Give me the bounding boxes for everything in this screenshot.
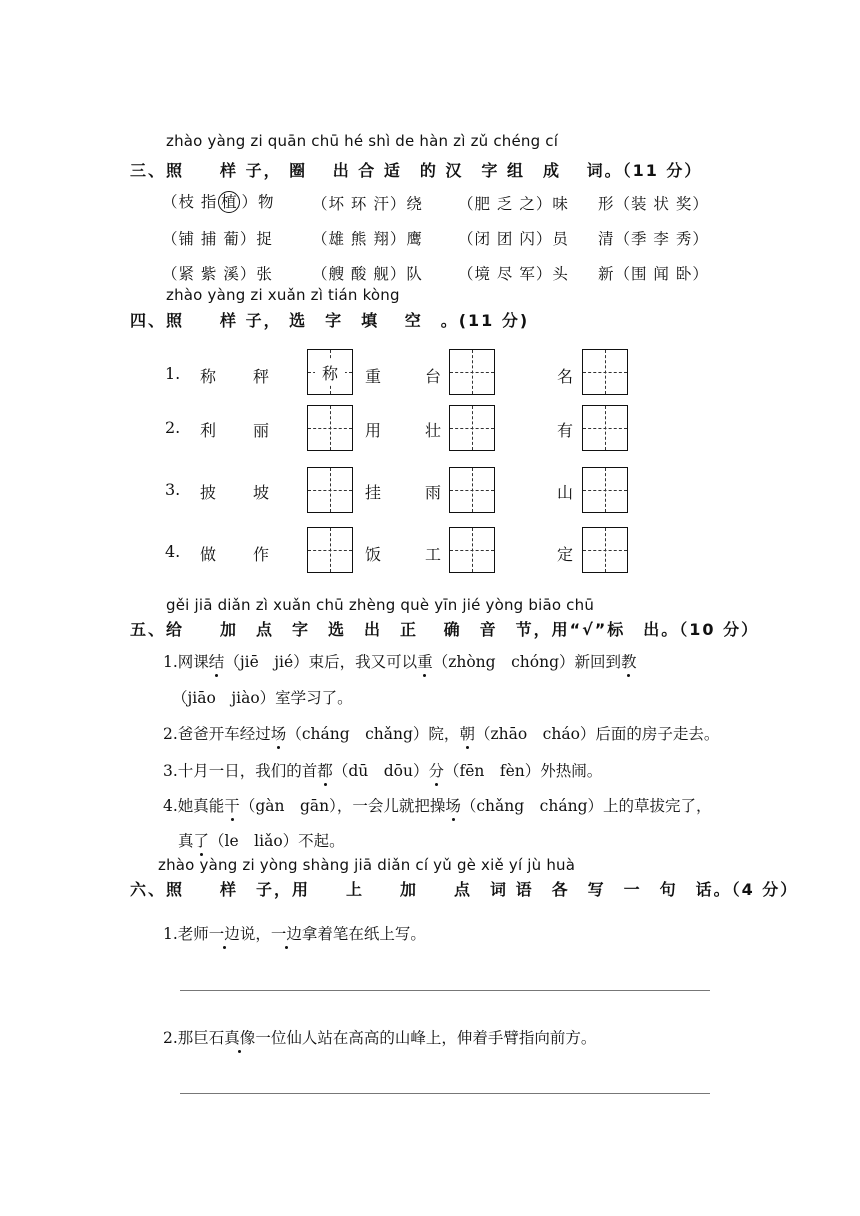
q5-line1 — [163, 650, 637, 672]
dotted-word: 一边 — [271, 922, 302, 944]
option-group: （枝 指 — [162, 193, 218, 211]
dotted-char: 重 — [417, 650, 433, 672]
section5-heading: 五、给 加 点 字 选 出 正 确 音 节，用“√”标 出。（10 分） — [130, 620, 760, 639]
dotted-word: 真像 — [224, 1026, 255, 1048]
dotted-char: 结 — [209, 650, 225, 672]
row4-char-a: 做 — [200, 545, 217, 564]
text-segment: 一位仙人站在高高的山峰上，伸着手臂指向前方。 — [255, 1029, 597, 1047]
pinyin-choices[interactable]: （chǎng cháng）上的草拔完了， — [460, 797, 712, 815]
row4-word3: 定 — [557, 545, 574, 564]
q6-sentence2 — [163, 1026, 596, 1048]
text-segment: 说， — [239, 925, 271, 943]
answer-box[interactable] — [449, 405, 495, 451]
row3-word1: 挂 — [365, 483, 382, 502]
answer-box[interactable] — [582, 527, 628, 573]
section4-heading: 四、照 样 子， 选 字 填 空 。(11 分) — [130, 311, 530, 330]
dotted-char: 分 — [428, 759, 444, 781]
row1-char-a: 称 — [200, 367, 217, 386]
row2-word3: 有 — [557, 421, 574, 440]
section5-pinyin: gěi jiā diǎn zì xuǎn chū zhèng què yīn jié yòng biāo chū — [166, 596, 595, 614]
dotted-char: 了 — [194, 829, 210, 851]
dotted-char: 教 — [621, 650, 637, 672]
section3-row2-item3: （闭 团 闪）员 — [458, 230, 569, 248]
q5-line1-cont[interactable]: （jiāo jiào）室学习了。 — [172, 689, 353, 707]
answer-line-2[interactable] — [180, 1093, 710, 1094]
pinyin-choices[interactable]: （gàn gān），一会儿就把操 — [239, 797, 446, 815]
section4-pinyin: zhào yàng zi xuǎn zì tián kòng — [166, 286, 400, 304]
answer-line-1[interactable] — [180, 990, 710, 991]
section3-heading: 三、照 样 子， 圈 出 合 适 的 汉 字 组 成 词。（11 分） — [130, 161, 703, 180]
section3-row3-item2: （艘 酸 舰）队 — [312, 265, 423, 283]
text-segment: 3.十月一日，我们的首 — [163, 762, 318, 780]
pinyin-choices[interactable]: （zhòng chóng）新回到 — [432, 653, 621, 671]
pinyin-choices[interactable]: （zhāo cháo）后面的房子走去。 — [474, 725, 720, 743]
pinyin-choices[interactable]: （dū dōu） — [332, 762, 429, 780]
answer-box[interactable] — [307, 527, 353, 573]
answer-box[interactable] — [582, 405, 628, 451]
row3-number: 3. — [165, 480, 181, 499]
section3-row2-item4: 清（季 李 秀） — [598, 230, 709, 248]
section6-heading: 六、照 样 子，用 上 加 点 词 语 各 写 一 句 话。（4 分） — [130, 880, 799, 899]
q5-line4-cont — [178, 829, 345, 851]
answer-box[interactable] — [582, 349, 628, 395]
row3-char-b: 坡 — [253, 483, 270, 502]
answer-box[interactable] — [449, 527, 495, 573]
row1-number: 1. — [165, 364, 181, 383]
q5-line3 — [163, 759, 602, 781]
word-suffix: ）物 — [241, 193, 275, 211]
row4-number: 4. — [165, 542, 181, 561]
text-segment: 1.老师 — [163, 925, 209, 943]
q5-line2 — [163, 722, 719, 744]
q5-line4 — [163, 794, 712, 816]
pinyin-choices[interactable]: （fēn fèn）外热闹。 — [443, 762, 603, 780]
text-segment: 拿着笔在纸上写。 — [301, 925, 426, 943]
row4-word1: 饭 — [365, 545, 382, 564]
answer-box-example — [307, 349, 353, 395]
dotted-char: 场 — [445, 794, 461, 816]
section3-row1-item1 — [162, 190, 274, 213]
row4-word2: 工 — [425, 545, 442, 564]
row1-char-b: 秤 — [253, 367, 270, 386]
text-segment: 4.她真能 — [163, 797, 225, 815]
row4-char-b: 作 — [253, 545, 270, 564]
dotted-char: 朝 — [459, 722, 475, 744]
answer-box[interactable] — [307, 405, 353, 451]
row3-char-a: 披 — [200, 483, 217, 502]
section3-pinyin: zhào yàng zi quān chū hé shì de hàn zì zǔ chéng cí — [166, 132, 559, 150]
section3-row3-item1: （紧 紫 溪）张 — [162, 265, 273, 283]
answer-box[interactable] — [449, 349, 495, 395]
row1-word3: 名 — [557, 367, 574, 386]
row1-word1: 重 — [365, 367, 382, 386]
text-segment: 2.那巨石 — [163, 1029, 225, 1047]
dotted-char: 都 — [317, 759, 333, 781]
pinyin-choices[interactable]: （le liǎo）不起。 — [209, 832, 345, 850]
section3-row2-item1: （铺 捕 葡）捉 — [162, 230, 273, 248]
dotted-char: 干 — [224, 794, 240, 816]
section3-row1-item3: （肥 乏 之）味 — [458, 195, 569, 213]
answer-box[interactable] — [582, 467, 628, 513]
answer-box[interactable] — [449, 467, 495, 513]
dotted-char: 场 — [271, 722, 287, 744]
text-segment: 真 — [178, 832, 194, 850]
example-answer: 称 — [315, 359, 345, 385]
text-segment: 1.网课 — [163, 653, 209, 671]
row2-char-a: 利 — [200, 421, 217, 440]
row3-word2: 雨 — [425, 483, 442, 502]
section3-row2-item2: （雄 熊 翔）鹰 — [312, 230, 423, 248]
pinyin-choices[interactable]: （cháng chǎng）院， — [286, 725, 460, 743]
section6-pinyin: zhào yàng zi yòng shàng jiā diǎn cí yǔ gè xiě yí jù huà — [158, 856, 576, 874]
row3-word3: 山 — [557, 483, 574, 502]
text-segment: 2.爸爸开车经过 — [163, 725, 271, 743]
section3-row3-item3: （境 尽 军）头 — [458, 265, 569, 283]
row2-char-b: 丽 — [253, 421, 270, 440]
row1-word2: 台 — [425, 367, 442, 386]
section3-row1-item2: （坏 环 汗）绕 — [312, 195, 423, 213]
row2-word1: 用 — [365, 421, 382, 440]
row2-word2: 壮 — [425, 421, 442, 440]
circled-answer: 植 — [218, 191, 240, 213]
pinyin-choices[interactable]: （jiē jié）束后，我又可以 — [224, 653, 418, 671]
section3-row3-item4: 新（围 闻 卧） — [598, 265, 709, 283]
row2-number: 2. — [165, 418, 181, 437]
section3-row1-item4: 形（装 状 奖） — [598, 195, 709, 213]
answer-box[interactable] — [307, 467, 353, 513]
dotted-word: 一边 — [209, 922, 240, 944]
q6-sentence1 — [163, 922, 426, 944]
